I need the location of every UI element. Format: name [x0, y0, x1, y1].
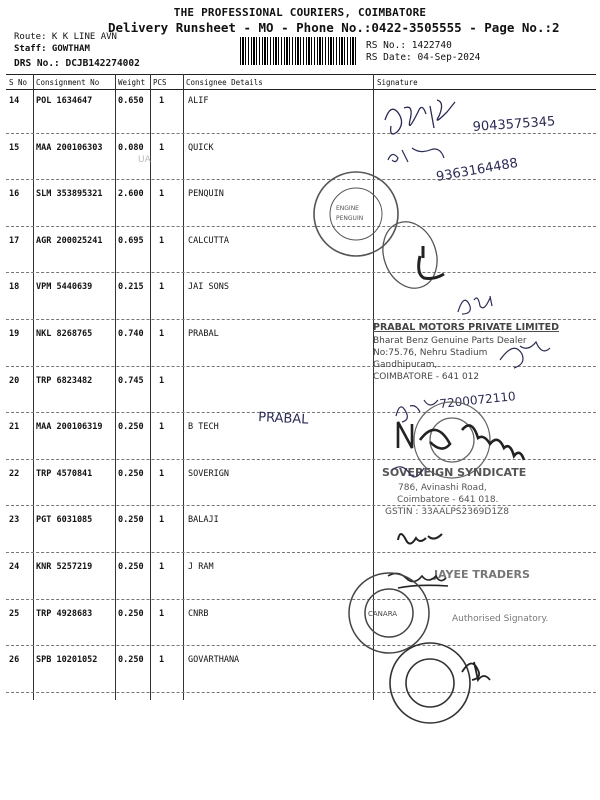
row-separator	[6, 272, 596, 273]
pcs-cell: 1	[159, 142, 165, 153]
barcode-image	[240, 37, 358, 65]
stamp-text: PRABAL MOTORS PRIVATE LIMITED	[373, 322, 559, 333]
consignee-cell: J RAM	[188, 562, 214, 572]
rs-date: RS Date: 04-Sep-2024	[366, 52, 481, 63]
pcs-cell: 1	[159, 329, 165, 339]
stamp-text: COIMBATORE - 641 012	[373, 372, 480, 382]
pcs-cell: 1	[159, 235, 165, 246]
sno-cell: 25	[9, 608, 20, 619]
consignee-cell: JAI SONS	[188, 282, 229, 293]
weight-cell: 0.250	[118, 655, 144, 666]
consignee-cell: B TECH	[188, 422, 219, 433]
row-separator	[6, 552, 596, 553]
row-separator	[6, 645, 596, 646]
stamp-text: Authorised Signatory.	[452, 614, 549, 624]
sovereign-company-stamp	[382, 466, 526, 517]
signature-row-21	[398, 422, 524, 460]
prabal-company-stamp	[373, 322, 559, 382]
phone-handwritten-14: 9043575345	[472, 114, 556, 135]
consignment-cell: SPB 10201052	[36, 655, 98, 666]
consignment-cell: VPM 5440639	[36, 282, 93, 293]
consignment-cell: MAA 200106319	[36, 422, 103, 433]
pcs-cell: 1	[159, 468, 165, 479]
sno-cell: 22	[9, 468, 20, 479]
col-divider	[373, 74, 374, 700]
svg-text:ENGINE: ENGINE	[336, 205, 359, 212]
svg-text:CANARA: CANARA	[368, 610, 398, 618]
stamp-text: Gandhipuram,	[373, 360, 438, 370]
col-consignment-header: Consignment No	[36, 78, 100, 87]
pcs-cell: 1	[159, 608, 165, 619]
consignee-cell: PENQUIN	[188, 189, 224, 200]
row-separator	[6, 179, 596, 180]
sno-cell: 18	[9, 282, 20, 293]
weight-cell: 0.250	[118, 515, 144, 526]
consignment-cell: NKL 8268765	[36, 329, 93, 339]
col-sno-header: S No	[9, 78, 28, 87]
consignee-cell: GOVARTHANA	[188, 655, 240, 666]
stamp-text: No:75.76, Nehru Stadium	[373, 348, 488, 358]
row-separator	[6, 459, 596, 460]
sno-cell: 20	[9, 375, 20, 386]
consignment-cell: KNR 5257219	[36, 562, 93, 572]
sno-cell: 17	[9, 235, 20, 246]
table-top-rule	[6, 74, 596, 75]
weight-cell: 0.745	[118, 375, 144, 386]
stamp-text: GSTIN : 33AALPS2369D1Z8	[385, 507, 509, 517]
consignee-cell: PRABAL	[188, 329, 219, 339]
col-divider	[183, 74, 184, 700]
consignee-cell: CNRB	[188, 608, 209, 619]
weight-cell: 0.695	[118, 235, 144, 246]
stamp-text: Coimbatore - 641 018.	[397, 495, 499, 505]
drs-number: DRS No.: DCJB142274002	[14, 58, 140, 69]
weight-cell: 0.215	[118, 282, 144, 293]
row-separator	[6, 319, 596, 320]
col-weight-header: Weight	[118, 78, 146, 87]
weight-cell: 0.740	[118, 329, 144, 339]
col-consignee-header: Consignee Details	[186, 78, 263, 87]
signature-row-14	[385, 100, 455, 134]
sno-cell: 21	[9, 422, 20, 433]
col-pcs-header: PCS	[153, 78, 167, 87]
consignee-cell: CALCUTTA	[188, 235, 229, 246]
canara-bank-round-stamp	[349, 573, 429, 653]
btech-round-stamp	[414, 402, 490, 478]
sno-cell: 26	[9, 655, 20, 666]
weight-cell: 0.650	[118, 96, 144, 106]
consignee-cell: QUICK	[188, 142, 214, 153]
signature-row-22	[392, 467, 424, 477]
route-label: Route: K K LINE AVN	[14, 32, 117, 42]
consignee-cell: ALIF	[188, 96, 209, 106]
sno-cell: 19	[9, 329, 20, 339]
faint-mark: UA	[138, 155, 151, 165]
weight-cell: 0.080	[118, 142, 144, 153]
consignment-cell: PGT 6031085	[36, 515, 93, 526]
stamp-text: 786, Avinashi Road,	[398, 483, 487, 493]
signature-row-26	[462, 662, 490, 680]
signature-row-20	[396, 400, 438, 422]
consignment-cell: TRP 4570841	[36, 468, 93, 479]
sno-cell: 23	[9, 515, 20, 526]
phone-handwritten-20: 7200072110	[438, 389, 517, 411]
pcs-cell: 1	[159, 422, 165, 433]
signature-row-19	[500, 342, 550, 368]
jayee-traders-stamp	[433, 568, 548, 624]
pcs-cell: 1	[159, 562, 165, 572]
consignment-cell: AGR 200025241	[36, 235, 103, 246]
pcs-cell: 1	[159, 515, 165, 526]
stamp-text: JAYEE TRADERS	[434, 568, 530, 581]
stamp-text: SOVEREIGN SYNDICATE	[382, 466, 527, 479]
consignment-cell: TRP 4928683	[36, 608, 93, 619]
pcs-cell: 1	[159, 655, 165, 666]
weight-cell: 2.600	[118, 189, 144, 200]
consignment-cell: TRP 6823482	[36, 375, 93, 386]
signature-row-17	[419, 246, 444, 279]
consignee-cell: BALAJI	[188, 515, 219, 526]
penguin-round-stamp	[314, 172, 398, 256]
col-signature-header: Signature	[377, 78, 418, 87]
phone-handwritten-15: 9363164488	[435, 155, 520, 185]
svg-text:PENGUIN: PENGUIN	[336, 215, 364, 222]
staff-label: Staff: GOWTHAM	[14, 44, 90, 54]
weight-cell: 0.250	[118, 468, 144, 479]
handwritten-name-20: PRABAL	[257, 410, 309, 428]
sno-cell: 16	[9, 189, 20, 200]
signature-row-18	[458, 296, 492, 314]
sno-cell: 24	[9, 562, 20, 572]
row-separator	[6, 226, 596, 227]
signature-row-24	[388, 573, 448, 588]
table-header-rule	[6, 89, 596, 90]
runsheet-title: Delivery Runsheet - MO - Phone No.:0422-3505555 - Page No.:2	[108, 20, 560, 35]
consignment-cell: SLM 353895321	[36, 189, 103, 200]
col-divider	[115, 74, 116, 700]
stamp-text: Bharat Benz Genuine Parts Dealer	[373, 336, 527, 346]
consignment-cell: POL 1634647	[36, 96, 93, 106]
consignment-cell: MAA 200106303	[36, 142, 103, 153]
weight-cell: 0.250	[118, 422, 144, 433]
row-separator	[6, 366, 596, 367]
row-separator	[6, 505, 596, 506]
col-divider	[33, 74, 34, 700]
pcs-cell: 1	[159, 375, 165, 386]
pcs-cell: 1	[159, 189, 165, 200]
govarthana-round-stamp	[390, 643, 470, 723]
pcs-cell: 1	[159, 96, 165, 106]
row-separator	[6, 133, 596, 134]
row-separator	[6, 692, 596, 693]
weight-cell: 0.250	[118, 608, 144, 619]
row-separator	[6, 412, 596, 413]
sno-cell: 14	[9, 96, 20, 106]
consignee-cell: SOVERIGN	[188, 468, 229, 479]
signature-row-15	[388, 148, 444, 162]
rs-number: RS No.: 1422740	[366, 40, 452, 51]
row-separator	[6, 599, 596, 600]
sno-cell: 15	[9, 142, 20, 153]
company-title: THE PROFESSIONAL COURIERS, COIMBATORE	[173, 6, 427, 19]
signature-row-23	[398, 534, 442, 544]
weight-cell: 0.250	[118, 562, 144, 572]
col-divider	[150, 74, 151, 700]
pcs-cell: 1	[159, 282, 165, 293]
